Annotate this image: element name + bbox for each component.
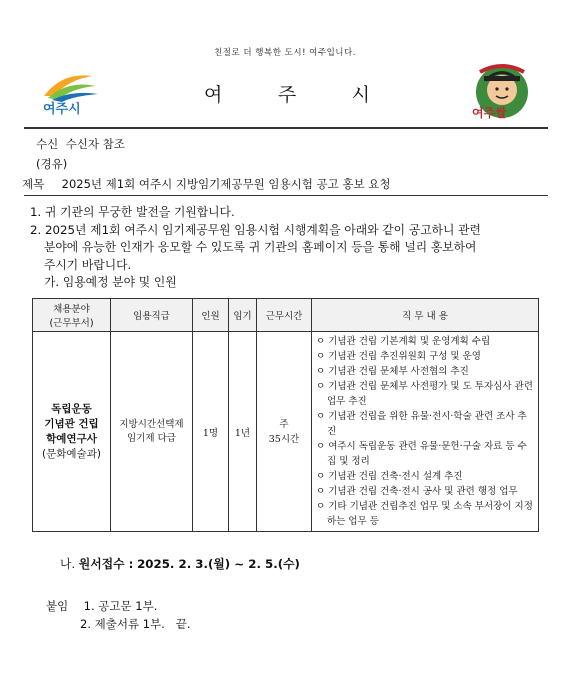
body-item-2-line2: 분야에 유능한 인재가 응모할 수 있도록 귀 기관의 홈페이지 등을 통해 널리 홍보하여 [44,240,477,254]
duty-item: ㅇ 기념관 건립 문체부 사전협의 추진 [316,366,469,377]
subject-value: 2025년 제1회 여주시 지방임기제공무원 임용시험 공고 홍보 요청 [61,177,391,191]
table-header-row [33,299,539,332]
attachment-item: 1. 공고문 1부. [83,599,158,613]
reception-label: 원서접수 : [78,557,134,571]
via-line: (경유) [36,157,68,171]
cell-count: 1명 [193,332,229,532]
duty-item: ㅇ 기념관 건립 건축·전시 설계 추진 [316,471,463,482]
cell-term: 1년 [229,332,257,532]
col-header-hours: 근무시간 [257,299,312,332]
cell-grade: 지방시간선택제 임기제 다급 [111,332,193,532]
field-name: 독립운동 기념관 건립 학예연구사 [44,402,99,445]
body-item-1: 1. 귀 기관의 무궁한 발전을 기원합니다. [30,205,235,219]
org-char: 주 [277,84,297,106]
reception-period: 2025. 2. 3.(월) ~ 2. 5.(수) [137,557,300,571]
col-header-field: 채용분야 (근무부서) [33,299,111,332]
table-row [33,332,539,532]
organization-title [204,80,370,107]
attachment-line-1 [46,598,157,614]
recipient-value: 수신자 참조 [65,137,125,151]
org-char: 시 [351,84,370,106]
col-header-term: 임기 [229,299,257,332]
duty-item: ㅇ 기념관 건립 기본계획 및 운영계획 수립 [316,336,491,347]
subject-divider [24,195,548,196]
col-header-duties: 직 무 내 용 [312,299,539,332]
duty-item: ㅇ 기념관 건립 추진위원회 구성 및 운영 [316,351,481,362]
attachment-label: 붙임 [46,599,69,613]
cell-field [33,332,111,532]
reception-prefix: 나. [60,557,76,571]
duty-item: ㅇ 기념관 건립 문체부 사전평가 및 도 투자심사 관련 업무 추진 [316,381,533,407]
attachment-item: 2. 제출서류 1부. 끝. [80,617,191,631]
cell-hours: 주 35시간 [257,332,312,532]
subject-line [22,176,390,192]
header-divider [24,127,548,129]
field-dept: (문화예술과) [42,447,101,460]
col-header-count: 인원 [193,299,229,332]
subject-label: 제목 [22,177,45,191]
duty-item: ㅇ 기념관 건립 건축·전시 공사 및 관련 행정 업무 [316,486,518,497]
org-char: 여 [204,84,223,106]
body-item-2-line1: 2. 2025년 제1회 여주시 임기제공무원 임용시험 시행계획을 아래와 같이 공고하니 관련 [30,222,481,237]
cell-duties [312,332,539,532]
city-logo-label: 여주시 [43,102,81,117]
attachment-line-2 [80,616,191,632]
rice-brand-label: 여주쌀 [472,106,507,120]
body-item-2-line3: 주시기 바랍니다. [44,257,132,272]
slogan: 친절로 더 행복한 도시! 여주입니다. [214,48,356,58]
recruitment-table [32,298,539,532]
recipient-line [36,136,125,152]
duty-item: ㅇ 여주시 독립운동 관련 유물·문헌·구술 자료 등 수집 및 정리 [316,441,527,467]
document-body [30,204,540,292]
col-header-grade: 임용직급 [111,299,193,332]
reception-line [60,555,300,572]
duty-item: ㅇ 기타 기념관 건립추진 업무 및 소속 부서장이 지정하는 업무 등 [316,501,533,527]
recipient-label: 수신 [36,137,59,151]
sub-item-a: 가. 임용예정 분야 및 인원 [44,275,177,289]
duty-item: ㅇ 기념관 건립을 위한 유물·전시·학술 관련 조사 추진 [316,411,527,437]
